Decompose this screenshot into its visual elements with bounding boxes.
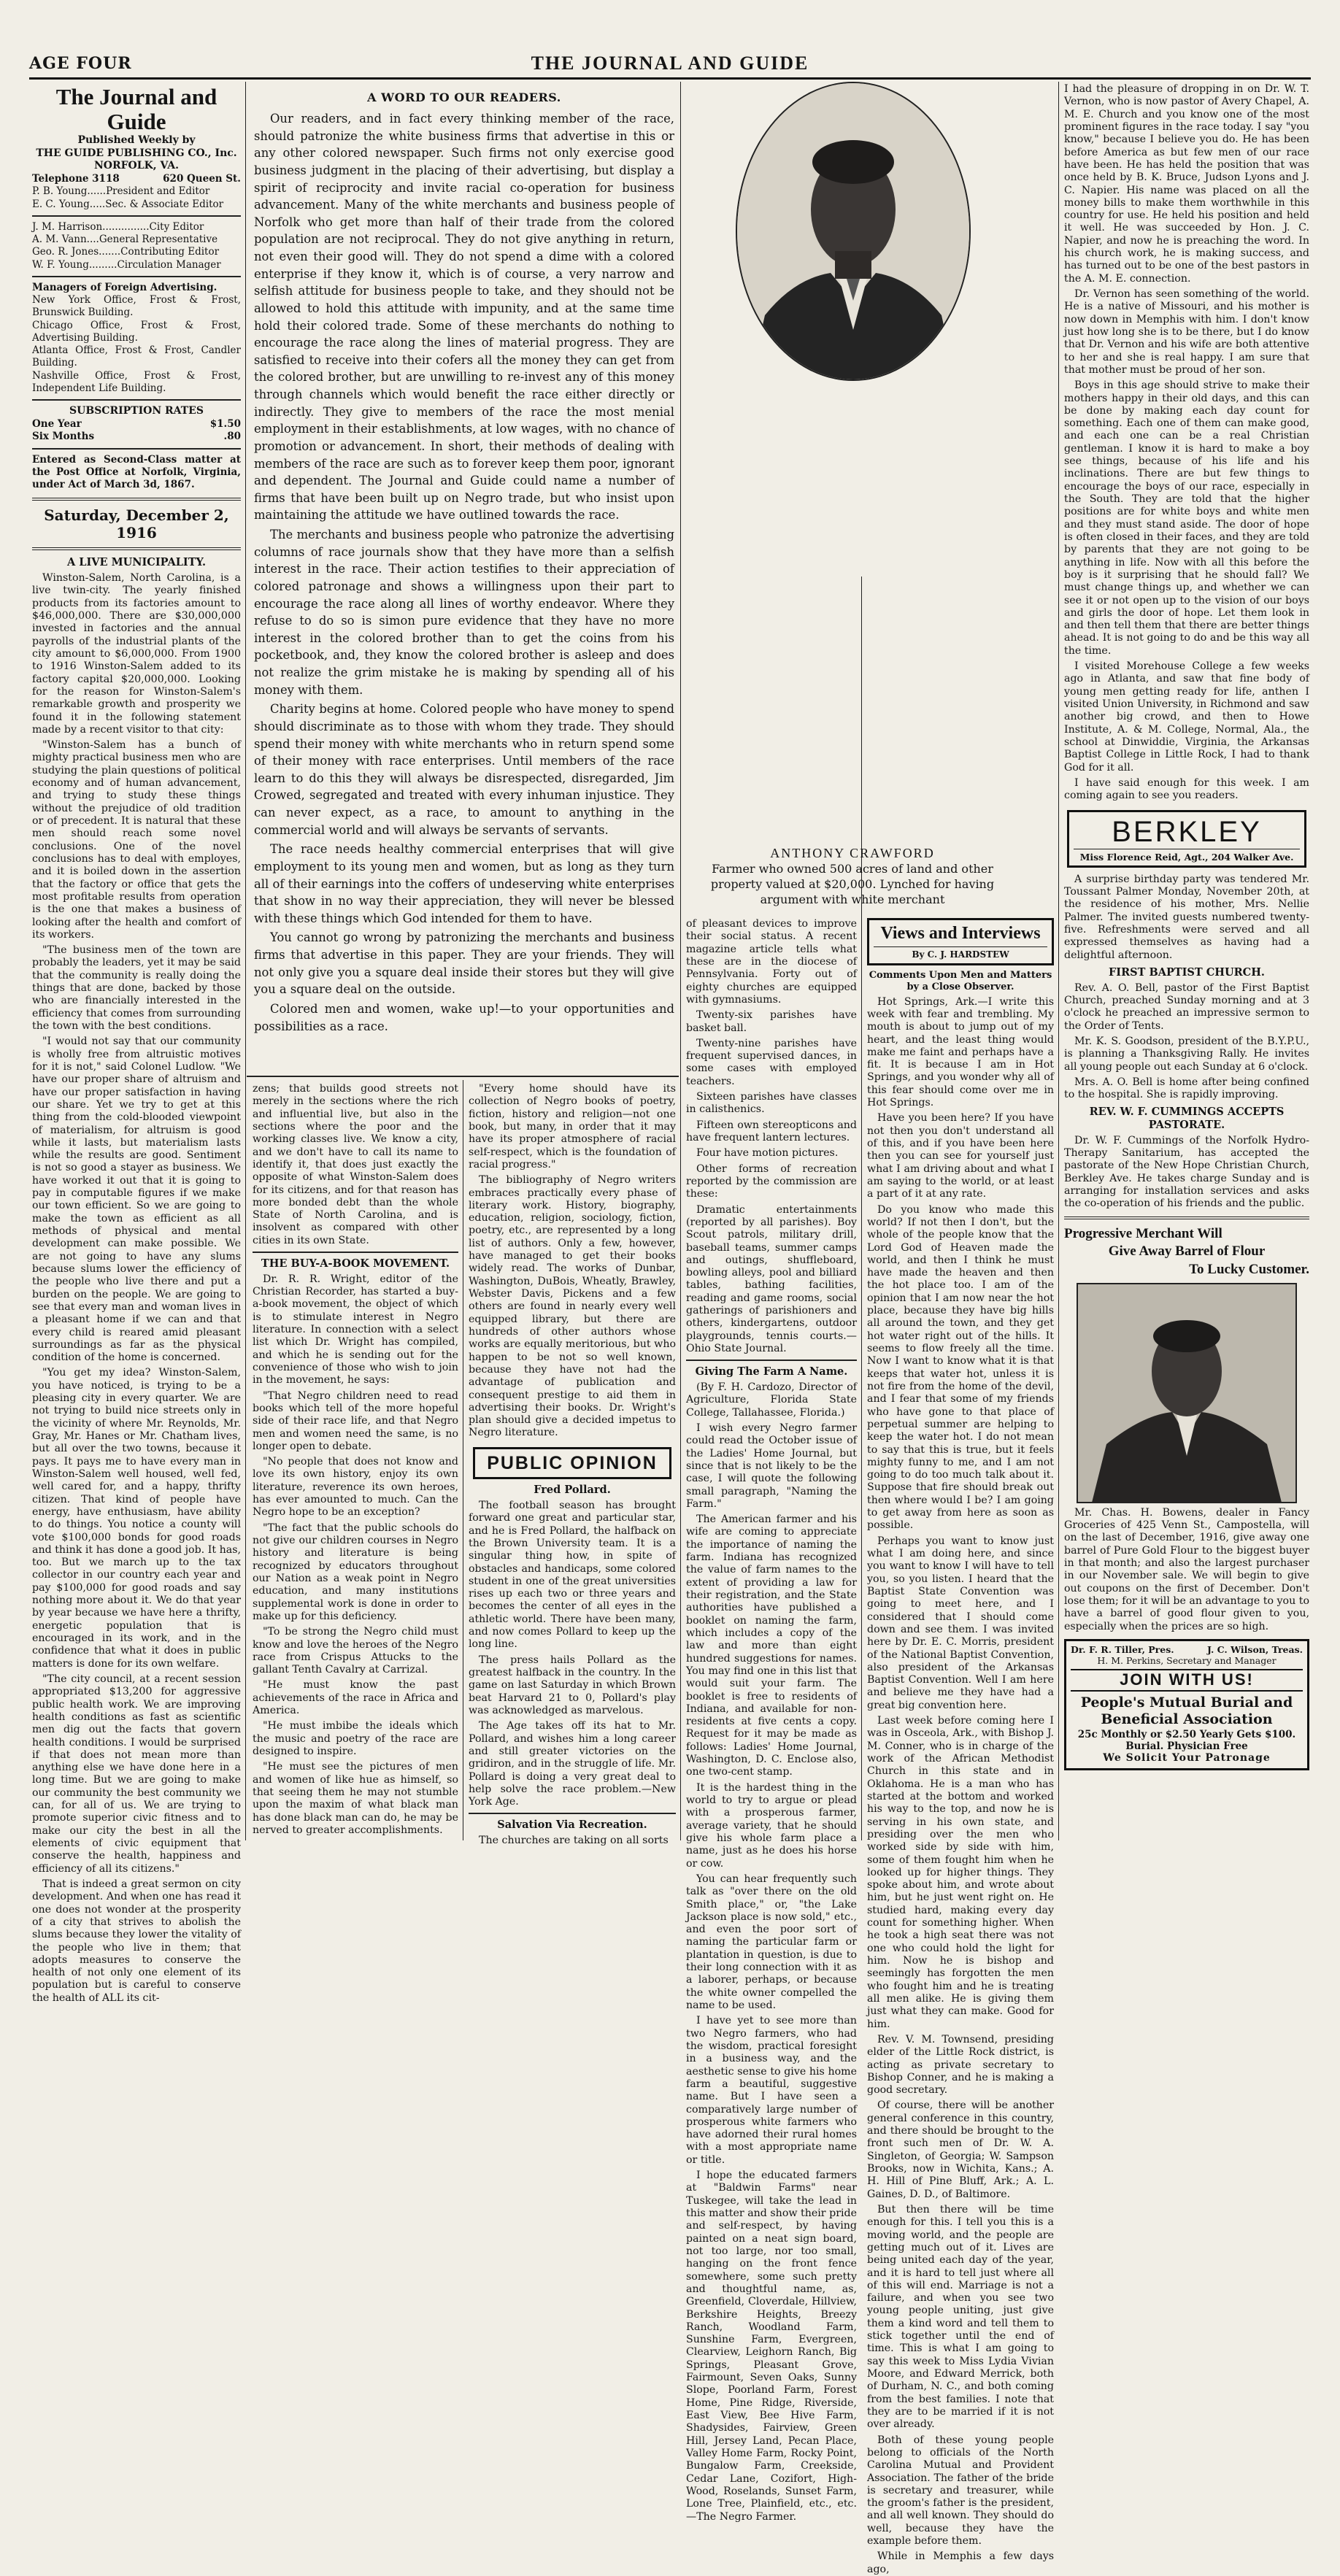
article-paragraph: "You get my idea? Winston-Salem, you have noticed, is trying to be a pleasing city in every quarter. We are not trying to build nice streets only in the vicinity of where Mr. Reynolds, Mr. Gray, Mr. Hanes or Mr. Chatham lives, but all over the two towns, because it pays. It pays me to have every man in Winston-Salem well housed, well fed, well cared for, and a happy, thrifty citizen. That kind of people have energy, have enthusiasm, have ability to do things. You notice a county will vote $100,000 bonds for good roads and think it has done a good job. It has, too. But we march up to the tax collector in our country each year and pay $100,000 for good roads and say nothing more about it. We do that year by year because we have here a thrifty, energetic population that is encouraged in its work, and in the confidence that what it does in public matters is done for its own welfare. xyxy=(32,1367,241,1670)
article-paragraph: Sixteen parishes have classes in calisthenics. xyxy=(686,1091,857,1116)
public-opinion-column xyxy=(469,1083,676,1847)
subscription-title: SUBSCRIPTION RATES xyxy=(69,405,204,417)
article-paragraph: Charity begins at home. Colored people who have money to spend should discriminate as to those with whom they trade. They should spend their money with white merchants who in return spend some of their money with race enterprises. Until members of the race learn to do this they will always be disrespected, disregarded, Jim Crowed, segregated and treated with every inhuman injustice. They can never expect, as a race, to amount to anything in the commercial world and will always be servants of servants. xyxy=(254,702,674,837)
article-paragraph: zens; that builds good streets not merely in the sections where the rich and influential live, but also in the sections where the poor and the working classes live. We know a city, and we don't have to call its name to identify it, that does just exactly the opposite of what Winston-Salem does for its citizens, and for that reason has more bonded debt than the whole State of North Carolina, and is insolvent as compared with other cities in its own State. xyxy=(253,1083,458,1246)
article-paragraph: Mr. K. S. Goodson, president of the B.Y.P.U., is planning a Thanksgiving Rally. He invites all young people out each Sunday at 6 o'clock. xyxy=(1064,1035,1309,1073)
newspaper-title: THE JOURNAL AND GUIDE xyxy=(531,53,809,74)
article-paragraph: "To be strong the Negro child must know and love the heroes of the Negro race from Crispus Attucks to the gallant Tenth Cavalry at Carrizal. xyxy=(253,1626,458,1676)
rate-row xyxy=(32,431,241,444)
ad-solicit: We Solicit Your Patronage xyxy=(1103,1752,1271,1765)
article-paragraph: Boys in this age should strive to make their mothers happy in their old days, and this can be done by making each day count for something. Each one of them can make good, and each one can be a real Christian gentleman. I know it is hard to make a boy see things, because of his life and his inclinations. There are but few things to encourage the boys of our race, especially in the South. They are told that the higher positions are for white boys and white men and they must stand aside. The door of hope is often closed in their faces, and they are told by parents that they are not going to be anything in life. Now with all this before the boy is it surprising that he should fall? We must change things up, and whether we can see it or not open up to the vision of our boys and girls the door of hope. Let them look in and then tell them that there are better things ahead. It is not going to do and be this way all the time. xyxy=(1064,379,1309,657)
masthead-telephone: Telephone 3118 xyxy=(32,172,120,185)
editorial-column xyxy=(254,83,674,1073)
article-paragraph: "The business men of the town are probably the leaders, yet it may be said that the community is really doing the things that are done, backed by those who are financially interested in the efficiency that comes from surrounding the town with the best conditions. xyxy=(32,944,241,1033)
article-paragraph: Rev. A. O. Bell, pastor of the First Baptist Church, preached Sunday morning and at 3 o'clock he preached an impressive sermon to the Order of Tents. xyxy=(1064,982,1309,1032)
staff-line: P. B. Young......President and Editor xyxy=(32,185,210,198)
ad-name: Beneficial Association xyxy=(1101,1711,1273,1728)
foreign-ads-line: Nashville Office, Frost & Frost, Independent Life Building. xyxy=(32,369,241,394)
article-paragraph: You cannot go wrong by patronizing the merchants and business firms that advertise in this paper. They are your friends. They will not only give you a square deal inside their stores but they will give you a square deal on the outside. xyxy=(254,930,674,997)
article-paragraph: Both of these young people belong to officials of the North Carolina Mutual and Provident Association. The father of the bride is secretary and treasurer, while the groom's father is the president, and all well known. They should do well, because they have the example before them. xyxy=(867,2434,1054,2548)
masthead-frequency: Published Weekly by xyxy=(77,134,196,147)
foreign-ads-line: Atlanta Office, Frost & Frost, Candler Building. xyxy=(32,344,241,369)
article-paragraph: Dr. W. F. Cummings of the Norfolk Hydro-Therapy Sanitarium, has accepted the pastorate of the New Hope Christian Church, Berkley Ave. He takes charge Sunday and is arranging for installation services and asks the co-operation of his friends and the public. xyxy=(1064,1134,1309,1210)
staff-line: W. F. Young.........Circulation Manager xyxy=(32,258,221,271)
berkley-title: BERKLEY xyxy=(1112,815,1262,848)
views-title: Views and Interviews xyxy=(880,924,1041,943)
article-paragraph: The Age takes off its hat to Mr. Pollard, and wishes him a long career and still greater victories on the gridiron, and in the struggle of life. Mr. Pollard is doing a very great deal to help solve the race problem.—New York Age. xyxy=(469,1720,676,1808)
staff-line: J. M. Harrison...............City Editor xyxy=(32,220,204,233)
article-paragraph: I had the pleasure of dropping in on Dr. W. T. Vernon, who is now pastor of Avery Chapel, A. M. E. Church and you know one of the most prominent figures in the race today. I say "you know," because I believe you do. He has been before America as but few men of our race have been. He has held the position that was once held by B. K. Bruce, Judson Lyons and J. C. Napier. His name was placed on all the money bills to make them worthwhile in this country for use. He held his position and held it well. He was succeeded by Hon. J. C. Napier, and now he is preaching the word. In his church work, he is making success, and has turned out to be one of the best pastors in the A. M. E. connection. xyxy=(1064,83,1309,285)
article-paragraph: The press hails Pollard as the greatest halfback in the country. In the game on last Saturday in which Brown beat Harvard 21 to 0, Pollard's play was acknowledged as marvelous. xyxy=(469,1654,676,1716)
article-paragraph: Dr. R. R. Wright, editor of the Christian Recorder, has started a buy-a-book movement, the object of which is to stimulate interest in Negro literature. In connection with a select list which Dr. Wright has compiled, and which he is sending out for the convenience of those who wish to join in the movement, he says: xyxy=(253,1273,458,1387)
farm-column xyxy=(686,918,857,2523)
views-box xyxy=(867,918,1054,965)
article-title: Giving The Farm A Name. xyxy=(695,1365,848,1378)
article-paragraph: "He must imbibe the ideals which the music and poetry of the race are designed to inspire. xyxy=(253,1720,458,1757)
views-byline: By C. J. HARDSTEW xyxy=(874,946,1047,960)
rate-label: Six Months xyxy=(32,431,95,443)
ad-officer: J. C. Wilson, Treas. xyxy=(1207,1643,1303,1655)
article-paragraph: "That Negro children need to read books which tell of the more hopeful side of their race life, and that Negro men and women need the same, is no longer open to debate. xyxy=(253,1389,458,1452)
article-paragraph: But then there will be time enough for this. I tell you this is a moving world, and the people are getting much out of it. Lives are being united each day of the year, and it is hard to tell just where all of this will end. Marriage is not a failure, and when you see two young people uniting, just give them a kind word and tell them to stick together until the end of time. This is what I am going to say this week to Miss Lydia Vivian Moore, and Edward Merrick, both of Durham, N. C., and both coming from the best families. I note that they are to be married if it is not over already. xyxy=(867,2203,1054,2431)
portrait-caption xyxy=(702,845,1003,908)
article-paragraph: Four have motion pictures. xyxy=(696,1147,839,1160)
article-paragraph: "The fact that the public schools do not give our children courses in Negro history and literature is being recognized by educators throughout our Nation as a weak point in Negro education, and many institutions supplemental work is done in order to make up for this deficiency. xyxy=(253,1522,458,1622)
merchant-headline xyxy=(1064,1225,1309,1279)
page-number: AGE FOUR xyxy=(29,54,132,73)
staff-line: A. M. Vann....General Representative xyxy=(32,234,218,246)
article-paragraph: Dr. Vernon has seen something of the world. He is a native of Missouri, and his mother is now down in Memphis with him. I don't know just how long she is to be there, but I do know that Dr. Vernon and his wife are both attentive to her and she is real happy. I am sure that that mother must be proud of her son. xyxy=(1064,288,1309,376)
views-subtitle: Comments Upon Men and Matters by a Close Observer. xyxy=(869,969,1052,992)
article-paragraph: Fifteen own stereopticons and have frequent lantern lectures. xyxy=(686,1119,857,1144)
ad-officer: Dr. F. R. Tiller, Pres. xyxy=(1071,1643,1174,1655)
article-paragraph: Twenty-nine parishes have frequent supervised dances, in some cases with employed teachers. xyxy=(686,1037,857,1087)
article-paragraph: Twenty-six parishes have basket ball. xyxy=(686,1009,857,1034)
article-paragraph: Last week before coming here I was in Osceola, Ark., with Bishop J. M. Conner, who is in charge of the work of the African Methodist Church in this state and in Oklahoma. He is a man who has started at the bottom and worked his way to the top, and now he is serving in his own state, and presiding over the men who worked side by side with him, some of them fought him when he looked up for higher things. They spoke about him, and wrote about him, but he just went right on. He studied hard, making every day count for something higher. When he took a high seat there was not one who could hold the light for him. Now he is bishop and seemingly has forgotten the men who fought him and he is treating all men alike. He is giving them just what they can make. Good for him. xyxy=(867,1715,1054,2030)
ad-officer: H. M. Perkins, Secretary and Manager xyxy=(1097,1655,1277,1667)
masthead-column xyxy=(32,84,241,2004)
article-paragraph: "The city council, at a recent session appropriated $13,200 for aggressive public health work. We are improving health conditions as fast as scientific men dig out the facts that govern health conditions. I would be surprised if that does not mean more than anything else we have done here in a long time. But we are going to make our community the best community we can, for all of us. We are trying to promote superior civic fitness and to make our city the best in all the elements of civic equipment that conserve the health, happiness and efficiency of all its citizens." xyxy=(32,1673,241,1875)
article-paragraph: "Every home should have its collection of Negro books of poetry, fiction, history and religion—not one book, but many, in order that it may have its proper atmosphere of racial self-respect, which is the foundation of racial progress." xyxy=(469,1083,676,1171)
article-paragraph: I have yet to see more than two Negro farmers, who had the wisdom, practical foresight in a business way, and the aesthetic sense to give his home farm a beautiful, suggestive name. But I have seen a comparatively large number of prosperous white farmers who have adorned their rural homes with a most appropriate name or title. xyxy=(686,2015,857,2166)
article-paragraph: A surprise birthday party was tendered Mr. Toussant Palmer Monday, November 20th, at the residence of his mother, Mrs. Nellie Palmer. The invited guests numbered twenty-five. Refreshments were served and all expressed themselves as having had a delightful afternoon. xyxy=(1064,873,1309,961)
staff-line: E. C. Young.....Sec. & Associate Editor xyxy=(32,198,224,210)
right-column xyxy=(1064,83,1309,1839)
article-paragraph: The bibliography of Negro writers embraces practically every phase of literary work. History, biography, education, religion, sociology, fiction, poetry, etc., are represented by a long list of authors. Only a few, however, have managed to get their books widely read. The works of Dunbar, Washington, DuBois, Wheatly, Brawley, Webster Davis, Pickens and a few others are found in nearly every well equipped library, but there are hundreds of other authors whose works are equally meritorious, but who happen to be not so well known, because they have not had the advantage of publication and consequent prestige to aid them in advertising their books. Dr. Wright's plan should give a decided impetus to Negro literature. xyxy=(469,1174,676,1439)
article-paragraph: Colored men and women, wake up!—to your opportunities and possibilities as a race. xyxy=(254,1001,674,1033)
column-rule xyxy=(861,576,862,1840)
masthead-name: The Journal and Guide xyxy=(55,84,217,135)
article-paragraph: "No people that does not know and love its own history, enjoy its own literature, reverence its own heroes, has ever amounted to much. Can the Negro hope to be an exception? xyxy=(253,1456,458,1519)
article-paragraph: The race needs healthy commercial enterprises that will give employment to its young men and women, but as long as they turn all of their earnings into the coffers of undeserving white enterprises that show in no way their appreciation, they will never be blessed with these things which God intended for them to have. xyxy=(254,842,674,925)
masthead-publisher: THE GUIDE PUBLISHING CO., Inc. xyxy=(36,147,237,159)
berkley-box xyxy=(1067,810,1306,868)
column-rule xyxy=(245,82,246,1840)
staff-line: Geo. R. Jones.......Contributing Editor xyxy=(32,246,220,258)
portrait-caption-text: Farmer who owned 500 acres of land and other property valued at $20,000. Lynched for having argument with white merchant xyxy=(710,862,995,906)
public-opinion-title: PUBLIC OPINION xyxy=(487,1452,658,1473)
article-paragraph: The American farmer and his wife are coming to appreciate the importance of naming the farm. Indiana has recognized the value of farm names to the extent of providing a law for their registration, and the State authorities have published a booklet on naming the farm, which includes a copy of the law and more than eight hundred suggestions for names. You may find one in this list that would suit your farm. The booklet is free to residents of Indiana, and available for non-residents at five cents a copy. Request for it may be made as follows: Ladies' Home Journal, Washington, D. C. Enclose also, one two-cent stamp. xyxy=(686,1513,857,1778)
article-paragraph: Have you been here? If you have not then you don't understand all of this, and if you have been here then you can see for yourself just what I am driving about and what I am saying to the world, or at least a part of it at any rate. xyxy=(867,1112,1054,1200)
article-paragraph: The football season has brought forward one great and particular star, and he is Fred Pollard, the halfback on the Brown University team. It is a singular thing how, in spite of obstacles and handicaps, some colored student in one of the great universities rises up each two or three years and becomes the center of all eyes in the athletic world. There have been many, and now comes Pollard to keep up the long line. xyxy=(469,1499,676,1651)
views-column xyxy=(867,918,1054,2575)
article-paragraph: Mrs. A. O. Bell is home after being confined to the hospital. She is rapidly improving. xyxy=(1064,1076,1309,1101)
article-paragraph: Do you know who made this world? If not then I don't, but the whole of the people know that the Lord God of Heaven made the world, and then I think he must have made the heaven and then the hot place too. I am of the opinion that I am now near the hot place, because they have big hills all around the town, and they get hot water right out of the hills. It seems to flow freely all the time. Now I want to know what it is that keeps that water hot, unless it is not fire from the home of the devil, and I fear that some of my friends who have gone to that place of perpetual summer are helping to keep the water hot. I do not mean to say that this is true, but it feels mighty funny to me, and I am not going to do too much talk about it. Suppose that fire should break out then where would I be? I am going to get away from here as soon as possible. xyxy=(867,1203,1054,1532)
rate-label: One Year xyxy=(32,417,82,430)
article-paragraph: "He must know the past achievements of the race in Africa and America. xyxy=(253,1679,458,1717)
article-paragraph: "Winston-Salem has a bunch of mighty practical business men who are studying the plain questions of political economy and of human advancement, and trying to study these things without the prejudice of old tradition or of precedent. It is natural that these men should reach some novel conclusions. One of the novel conclusions has to deal with employes, and it is boiled down in the assertion that the factory or office that gets the most profitable results from operation is the one that makes a business of looking after the health and comfort of its workers. xyxy=(32,739,241,941)
article-paragraph: "He must see the pictures of men and women of like hue as himself, so that seeing them he may not stumble upon the maxim of what black man has done black man can do, he may be nerved to greater accomplishments. xyxy=(253,1761,458,1836)
column-rule xyxy=(680,82,681,1840)
burial-association-ad xyxy=(1064,1639,1309,1770)
article-title: Fred Pollard. xyxy=(534,1484,611,1497)
article-paragraph: Other forms of recreation reported by the commission are these: xyxy=(686,1162,857,1200)
section-rule xyxy=(247,1076,679,1077)
article-title: REV. W. F. CUMMINGS ACCEPTS PASTORATE. xyxy=(1089,1106,1285,1132)
article-paragraph: Mr. Chas. H. Bowens, dealer in Fancy Groceries of 425 Venn St., Campostella, will on the last of December, 1916, give away one barrel of Pure Gold Flour to the biggest buyer in that month; and also the largest purchaser in our November sale. We will begin to give out coupons on the first of December. Don't lose them; for it will be an advantage to you to have a barrel of good flour given to you, especially when the prices are so high. xyxy=(1064,1506,1309,1632)
ad-officers xyxy=(1071,1644,1303,1655)
article-paragraph: Winston-Salem, North Carolina, is a live twin-city. The yearly finished products from its factories amount to $46,000,000. There are $30,000,000 invested in factories and the annual payrolls of the industrial plants of the city amount to $6,000,000. From 1900 to 1916 Winston-Salem added to its factory capital $20,000,000. Looking for the reason for Winston-Salem's remarkable growth and prosperity we found it in the following statement made by a recent visitor to that city: xyxy=(32,572,241,736)
buy-a-book-column xyxy=(253,1083,458,1839)
rate-row xyxy=(32,418,241,431)
article-title: A WORD TO OUR READERS. xyxy=(367,90,561,104)
article-paragraph: I visited Morehouse College a few weeks ago in Atlanta, and saw that fine body of young men getting ready for life, anthen I visited Union University, in Richmond and saw another big crowd, and then to Howe Institute, A. & M. College, Normal, Ala., the school at Dinwiddie, Virginia, the Arkansas Baptist College in Little Rock, I had to thank God for it all. xyxy=(1064,660,1309,774)
article-paragraph: I hope the educated farmers at "Baldwin Farms" near Tuskegee, will take the lead in this matter and show their pride and self-respect, by having painted on a neat sign board, not too large, nor too small, hanging on the front fence somewhere, some such pretty and thoughtful name, as, Greenfield, Cloverdale, Hillview, Berkshire Heights, Breezy Ranch, Woodland Farm, Sunshine Farm, Evergreen, Clearview, Leighorn Ranch, Big Springs, Pleasant Grove, Fairmount, Seven Oaks, Sunny Slope, Poorland Farm, Forest Home, Pine Ridge, Riverside, East View, Bee Hive Farm, Shadysides, Fairview, Green Hill, Jersey Land, Pecan Place, Valley Home Farm, Rocky Point, Bungalow Farm, Creekside, Cedar Lane, Cozifort, High-Wood, Roselands, Sunset Farm, Lone Tree, Plainfield, etc., etc.—The Negro Farmer. xyxy=(686,2170,857,2523)
rate-value: $1.50 xyxy=(209,417,241,430)
portrait-image xyxy=(736,82,971,381)
headline-line: Give Away Barrel of Flour xyxy=(1108,1243,1266,1260)
article-paragraph: I have said enough for this week. I am coming again to see you readers. xyxy=(1064,776,1309,802)
article-paragraph: Dramatic entertainments (reported by all parishes). Boy Scout patrols, military drill, baseball teams, summer camps and outings, shuffleboard, bowling alleys, pool and billiard tables, bathing facilities, reading and game rooms, social gatherings of parishioners and others, kindergartens, outdoor playgrounds, tennis courts.—Ohio State Journal. xyxy=(686,1203,857,1354)
article-paragraph: Of course, there will be another general conference in this country, and there should be brought to the front such men of Dr. W. A. Singleton, of Georgia; W. Sampson Brooks, now in Wichita, Kans.; A. H. Hill of Pine Bluff, Ark.; A. L. Gaines, D. D., of Baltimore. xyxy=(867,2099,1054,2200)
ad-name: People's Mutual Burial and xyxy=(1080,1694,1293,1711)
issue-date: Saturday, December 2, 1916 xyxy=(44,506,229,541)
page-header xyxy=(29,53,1311,80)
foreign-ads-line: Managers of Foreign Advertising. xyxy=(32,281,217,293)
article-paragraph: Hot Springs, Ark.—I write this week with fear and trembling. My mouth is about to jump out of my heart, and the least thing would make me faint and perhaps have a fit. It is because I am in Hot Springs, and you wonder why all of this fear should come over me in Hot Springs. xyxy=(867,995,1054,1109)
article-paragraph: It is the hardest thing in the world to try to argue or plead with a prosperous farmer, average variety, that he should give his whole farm place a name, just as he does his horse or cow. xyxy=(686,1781,857,1870)
article-paragraph: The merchants and business people who patronize the advertising columns of race journals show that they have more than a selfish interest in the race. Their action testifies to their appreciation of colored patronage and shows a willingness upon their part to encourage the race along all lines of worthy endeavor. Where they refuse to do so is simon pure evidence that they have no more interest in the colored brother than to get the coins from his pocketbook, and, they know the colored brother is asleep and does not realize the grim mistake he is making by spending all of his money with them. xyxy=(254,528,674,697)
article-paragraph: That is indeed a great sermon on city development. And when one has read it one does not wonder at the prosperity of a city that strives to abolish the slums because they lower the vitality of the people who live in them; that adopts measures to conserve the health of not only one element of its population but is careful to conserve the health of ALL its cit- xyxy=(32,1878,241,2004)
masthead-address: 620 Queen St. xyxy=(163,172,241,185)
article-title: FIRST BAPTIST CHURCH. xyxy=(1109,965,1265,979)
foreign-ads-line: New York Office, Frost & Frost, Brunswick Building. xyxy=(32,294,241,319)
headline-line: Progressive Merchant Will xyxy=(1064,1225,1222,1241)
column-rule xyxy=(1058,82,1059,1840)
berkley-agent: Miss Florence Reid, Agt., 204 Walker Ave. xyxy=(1074,849,1300,863)
article-byline: (By F. H. Cardozo, Director of Agriculture, Florida State College, Tallahassee, Florida.) xyxy=(686,1381,857,1419)
article-paragraph: I wish every Negro farmer could read the October issue of the Ladies' Home Journal, but since that is not likely to be the case, I will quote the following small paragraph, "Naming the Farm." xyxy=(686,1422,857,1510)
article-title: Salvation Via Recreation. xyxy=(497,1819,647,1832)
merchant-photo xyxy=(1077,1284,1296,1503)
portrait-name: ANTHONY CRAWFORD xyxy=(770,846,935,860)
ad-join: JOIN WITH US! xyxy=(1071,1669,1303,1692)
article-title: THE BUY-A-BOOK MOVEMENT. xyxy=(261,1257,450,1270)
ad-rate: 25c Monthly or $2.50 Yearly Gets $100. Burial. Physician Free xyxy=(1077,1728,1296,1753)
article-paragraph: Perhaps you want to know just what I am doing here, and since you want to know I will have to tell you, so you listen. I heard that the Baptist State Convention was going to meet here, and I considered that I should come down and see them. I was invited here by Dr. E. C. Morris, president of the National Baptist Convention, also president of the Arkansas Baptist Convention. Well I am here and believe me they have had a great big convention here. xyxy=(867,1535,1054,1711)
masthead-city: NORFOLK, VA. xyxy=(93,160,180,172)
article-paragraph: "I would not say that our community is wholly free from altruistic motives for it is not," said Colonel Ludlow. "We have our proper share of altruism and have our proper satisfaction in having our share. Yet we try to get at this thing from the cold-blooded viewpoint of materialism, for altruism is good while it lasts, but materialism lasts while the results are good. Sentiment is not so good a stayer as business. We have worked it out that it is going to pay in computable figures if we make our town efficient. So we are going to make the town as efficient as all methods of physical and mental development can make possible. We are not going to have any slums because slums lower the efficiency of the people who live there and put a burden on the people. We are going to see that every man and woman lives in a pleasant home if we can and that every child is reared amid pleasant surroundings as far as the physical condition of the home is concerned. xyxy=(32,1036,241,1364)
headline-line: To Lucky Customer. xyxy=(1189,1262,1309,1278)
article-paragraph: You can hear frequently such talk as "over there on the old Smith place," or, "the Lake Jackson place is now sold," etc., and even the poor sort of naming the particular farm or plantation in question, is due to their long connection with it as a laborer, perhaps, or because the white owner compelled the name to be used. xyxy=(686,1873,857,2011)
article-paragraph: Rev. V. M. Townsend, presiding elder of the Little Rock district, is acting as private secretary to Bishop Conner, and he is making a good secretary. xyxy=(867,2033,1054,2097)
article-paragraph: While in Memphis a few days ago, xyxy=(867,2550,1054,2575)
article-paragraph: of pleasant devices to improve their social status. A recent magazine article tells what these are in the diocese of Pennsylvania. Forty out of eighty churches are equipped with gymnasiums. xyxy=(686,918,857,1006)
article-paragraph: Our readers, and in fact every thinking member of the race, should patronize the white business firms that advertise in this or any other colored newspaper. Such firms not only exercise good business judgment in the placing of their advertising, but display a spirit of reciprocity and invite racial co-operation for business advancement. Many of the white merchants and business people of Norfolk who get more than half of their trade from the colored population are not reciprocal. They do not give anything in return, not even their good will. They do not spend a dime with a colored enterprise if they know it, which is of course, a very narrow and selfish attitude for business people to take, and they should not be allowed to hold this attitude with impunity, and at the same time hold their colored trade. Some of these merchants do nothing to encourage the race along the lines of material progress. They are satisfied to receive into their cofers all the money they can get from the colored brother, but are unwilling to re-invest any of this money through channels which would benefit the race either directly or indirectly. They give to members of the race the most menial employment in their establishments, at low wages, with no chance of promotion or advancement. In short, their methods of dealing with members of the race are such as to forever keep them poor, ignorant and dependent. The Journal and Guide could name a number of firms that have been built up on Negro trade, but who insist upon maintaining the attitude we have outlined towards the race. xyxy=(254,112,674,522)
public-opinion-box xyxy=(473,1447,671,1480)
article-title: A LIVE MUNICIPALITY. xyxy=(66,556,207,569)
article-paragraph: The churches are taking on all sorts xyxy=(479,1835,669,1847)
foreign-ads-line: Chicago Office, Frost & Frost, Advertising Building. xyxy=(32,319,241,344)
entered-notice: Entered as Second-Class matter at the Post Office at Norfolk, Virginia, under Act of March 3d, 1867. xyxy=(32,453,241,491)
rate-value: .80 xyxy=(223,431,241,443)
masthead-contact xyxy=(32,173,241,186)
